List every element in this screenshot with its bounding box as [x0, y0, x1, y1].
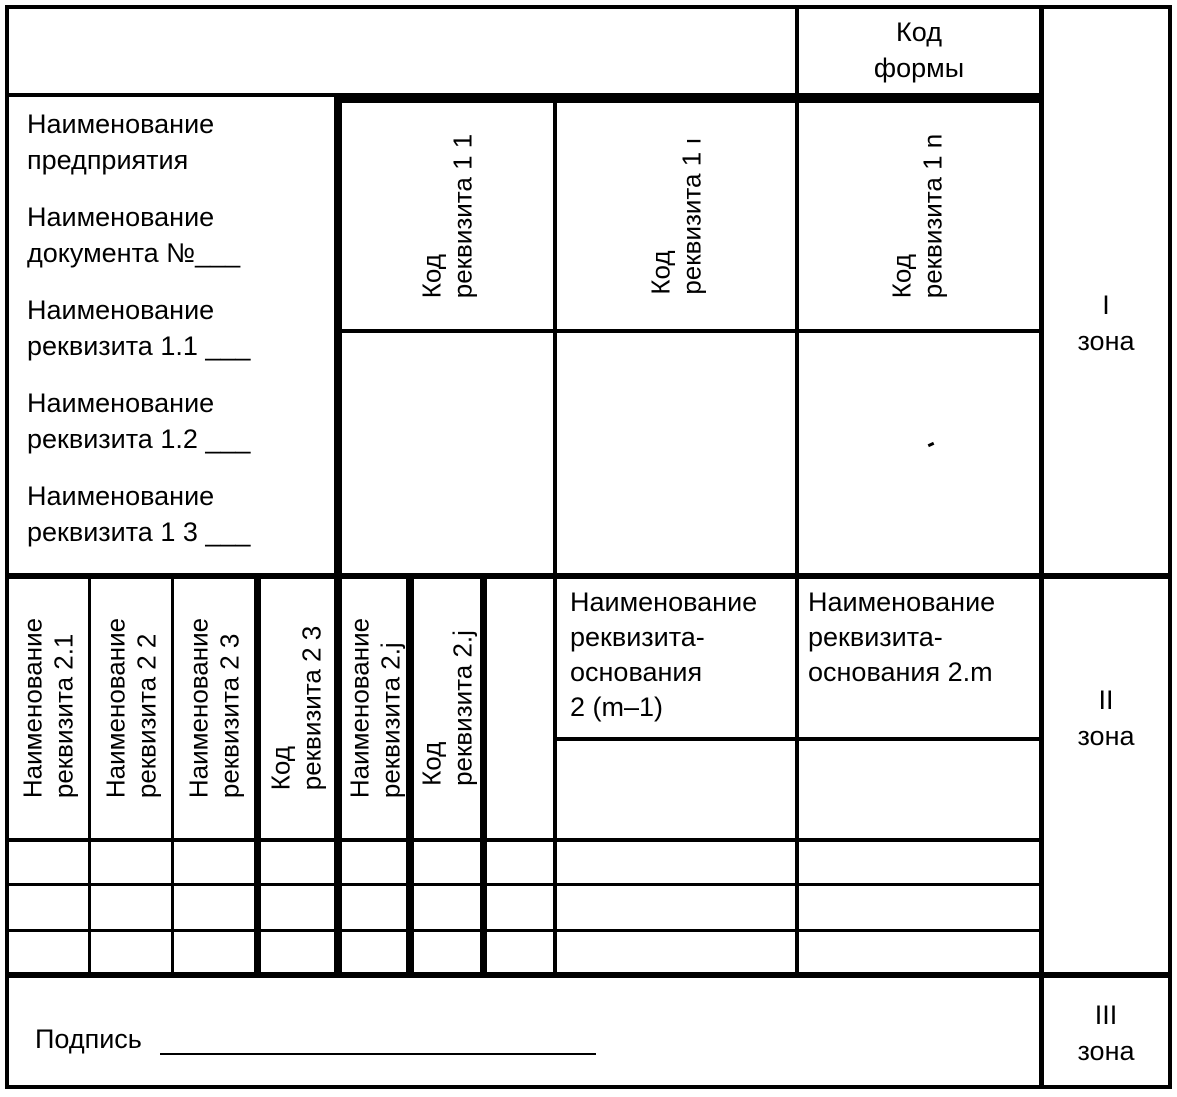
z2-row-2 [5, 883, 1040, 886]
requisite-2-j-header: Наименование реквизита 2.j [344, 617, 405, 799]
basis-header-bottom [555, 737, 1040, 741]
requisite-2-2-header: Наименование реквизита 2 2 [100, 617, 161, 799]
z2-row-3 [5, 929, 1040, 932]
code-block-left [334, 95, 342, 577]
z2-row-1 [5, 838, 1040, 842]
code-requisite-1-i: Код реквизита 1 ı [645, 137, 706, 295]
requisite-2-3-header: Наименование реквизита 2 3 [183, 617, 244, 799]
outer-frame-right [1168, 5, 1172, 1089]
z2-col-3 [254, 577, 261, 977]
requisite-1-3-label: Наименование реквизита 1 3 ___ [27, 481, 251, 547]
basis-requisite-m: Наименование реквизита- основания 2.m [808, 587, 996, 688]
document-name-label: Наименование документа №___ [27, 202, 241, 268]
outer-frame-left [5, 5, 9, 1089]
zone-2-label: II зона [1077, 685, 1135, 751]
signature-line [160, 1053, 596, 1055]
requisite-1-1-label: Наименование реквизита 1.1 ___ [27, 295, 251, 361]
outer-frame-top [5, 5, 1172, 9]
z2-col-6 [480, 577, 487, 977]
code-col-divider-2 [795, 97, 799, 577]
stray-mark [928, 442, 935, 447]
zone2-bottom-line [5, 972, 1172, 978]
basis-requisite-m-minus-1: Наименование реквизита- основания 2 (m–1) [570, 587, 758, 723]
zone1-bottom-line [5, 573, 1172, 579]
code-requisite-2-j-header: Код реквизита 2.j [416, 630, 477, 786]
z2-col-2 [171, 577, 174, 977]
code-requisite-1-1: Код реквизита 1 1 [416, 133, 477, 299]
z2-col-1 [88, 577, 91, 977]
form-code-label: Код формы [873, 17, 965, 83]
zone-3-label: III зона [1077, 1000, 1135, 1066]
code-col-divider-1 [553, 97, 557, 577]
z2-col-7 [553, 577, 557, 977]
z2-col-5 [406, 577, 414, 977]
z2-col-8 [795, 577, 799, 977]
code-requisite-1-n: Код реквизита 1 n [886, 133, 947, 299]
code-block-top [334, 95, 1044, 103]
outer-frame-bottom [5, 1085, 1172, 1089]
code-header-bottom [340, 329, 1040, 333]
requisite-1-2-label: Наименование реквизита 1.2 ___ [27, 388, 251, 454]
code-requisite-2-3-header: Код реквизита 2 3 [265, 625, 326, 791]
requisite-2-1-header: Наименование реквизита 2.1 [17, 617, 78, 799]
enterprise-name-label: Наименование предприятия [27, 109, 215, 175]
zone-column-divider [1039, 5, 1044, 1089]
z2-col-4 [334, 577, 342, 977]
signature-label: Подпись [35, 1024, 142, 1054]
zone-1-label: I зона [1077, 290, 1135, 356]
